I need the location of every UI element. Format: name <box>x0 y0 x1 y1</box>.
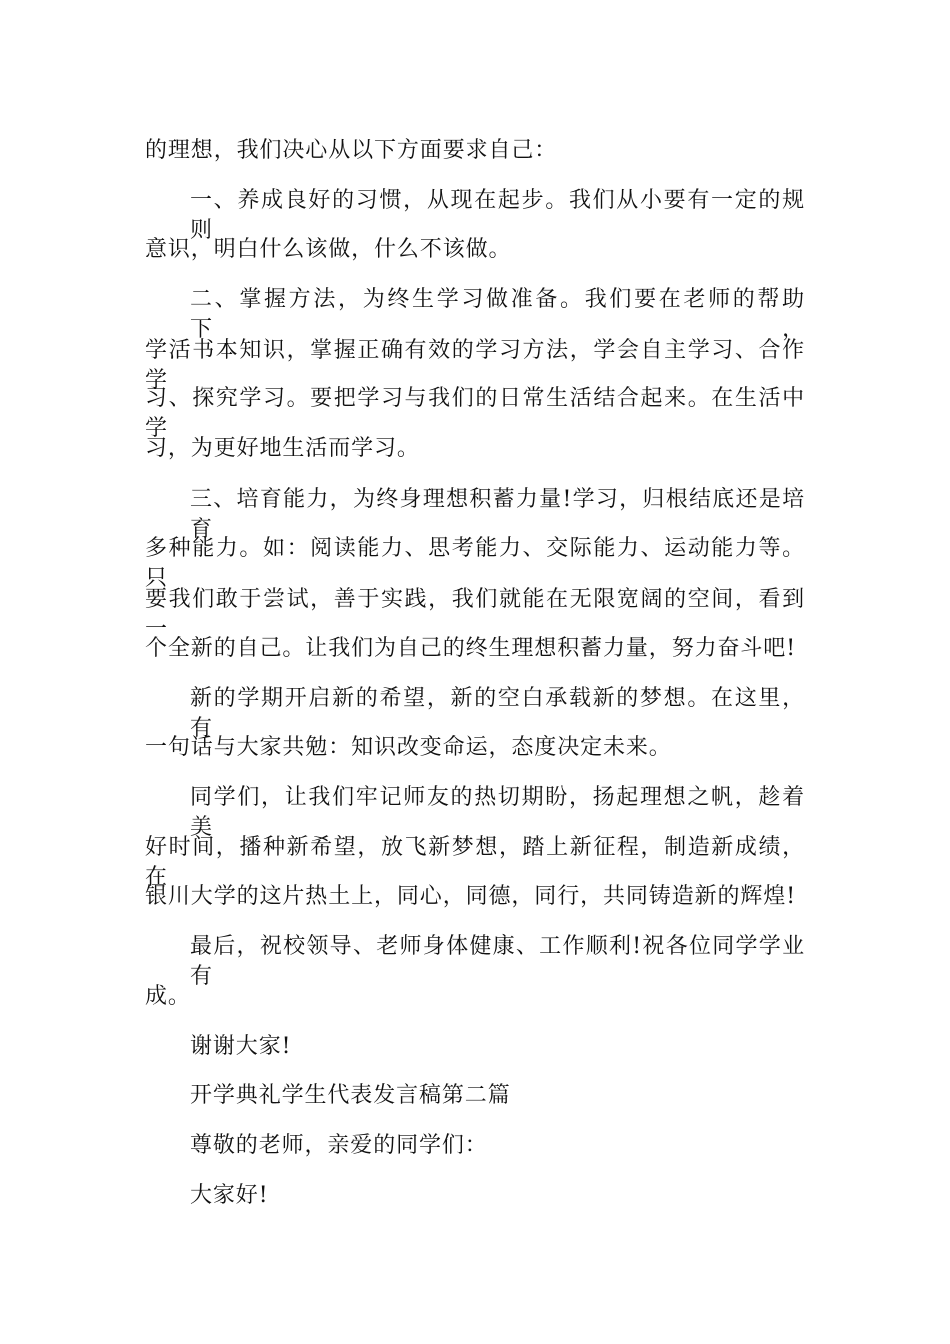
text-line: 成。 <box>145 984 191 1009</box>
paragraph-line: 同学们，让我们牢记师友的热切期盼，扬起理想之帆，趁着美 <box>190 785 805 840</box>
text-line: 银川大学的这片热土上，同心，同德，同行，共同铸造新的辉煌! <box>145 884 796 909</box>
paragraph-line: 二、掌握方法，为终生学习做准备。我们要在老师的帮助下， <box>190 287 805 342</box>
paragraph-line: 新的学期开启新的希望，新的空白承载新的梦想。在这里，有 <box>190 686 805 741</box>
text-line: 习，为更好地生活而学习。 <box>145 436 420 461</box>
text-line: 个全新的自己。让我们为自己的终生理想积蓄力量，努力奋斗吧! <box>145 636 796 661</box>
text-line: 的理想，我们决心从以下方面要求自己： <box>145 138 558 163</box>
paragraph-line: 三、培育能力，为终身理想积蓄力量!学习，归根结底还是培育 <box>190 487 805 542</box>
text-line: 一句话与大家共勉：知识改变命运，态度决定未来。 <box>145 735 672 760</box>
section-heading: 开学典礼学生代表发言稿第二篇 <box>190 1083 511 1108</box>
text-line: 多种能力。如：阅读能力、思考能力、交际能力、运动能力等。只 <box>145 536 805 591</box>
text-line: 好时间，播种新希望，放飞新梦想，踏上新征程，制造新成绩，在 <box>145 835 805 890</box>
salutation-line: 尊敬的老师，亲爱的同学们： <box>190 1133 488 1158</box>
greeting-line: 大家好! <box>190 1183 269 1208</box>
closing-line: 谢谢大家! <box>190 1034 292 1059</box>
paragraph-line: 最后，祝校领导、老师身体健康、工作顺利!祝各位同学学业有 <box>190 934 805 989</box>
text-line: 学活书本知识，掌握正确有效的学习方法，学会自主学习、合作学 <box>145 338 805 393</box>
paragraph-line: 一、养成良好的习惯，从现在起步。我们从小要有一定的规则 <box>190 188 805 243</box>
text-line: 习、探究学习。要把学习与我们的日常生活结合起来。在生活中学 <box>145 386 805 441</box>
text-line: 要我们敢于尝试，善于实践，我们就能在无限宽阔的空间，看到一 <box>145 587 805 642</box>
text-line: 意识，明白什么该做，什么不该做。 <box>145 237 512 262</box>
